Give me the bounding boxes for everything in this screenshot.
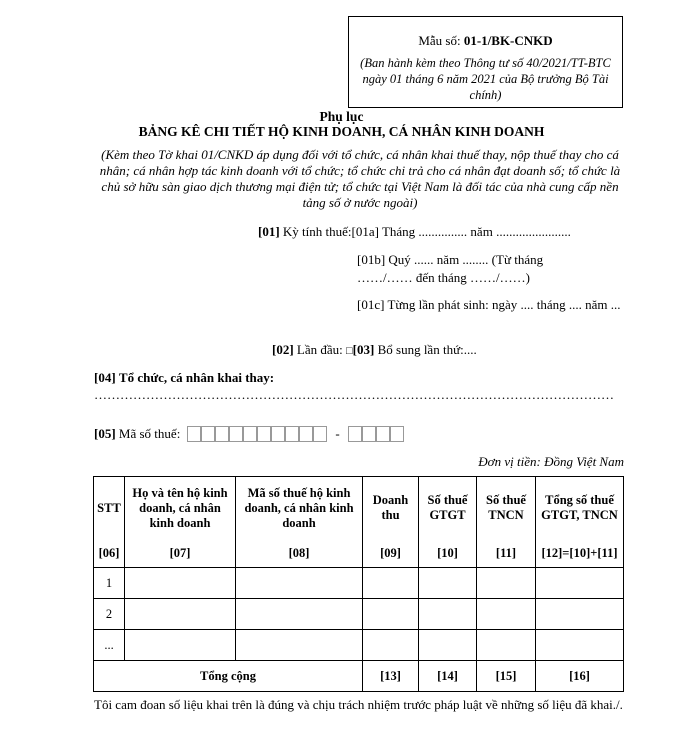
row-number: 2 [94,599,125,630]
header-code: [06] [98,546,120,560]
col-vat [419,477,477,568]
header-code: [11] [495,546,517,560]
supplement-label: Bổ sung lần thứ:.... [377,342,477,357]
table-row [94,568,624,599]
col-name [125,477,236,568]
table-cell[interactable] [536,630,624,661]
tax-code-digit-box[interactable] [299,426,313,442]
table-row [94,630,624,661]
declaration-text: Tôi cam đoan số liệu khai trên là đúng và chịu trách nhiệm trước pháp luật về những số liệu đã khai./. [94,697,623,712]
tax-code-digit-box[interactable] [201,426,215,442]
table-cell[interactable] [363,599,419,630]
table-cell[interactable] [477,599,536,630]
table-cell[interactable] [125,599,236,630]
tax-code-code: [05] [94,426,116,441]
total-code: [15] [477,661,536,692]
appendix-label: Phụ lục [319,109,364,124]
issued-by-note: (Ban hành kèm theo Thông tư số 40/2021/TT-BTC ngày 01 tháng 6 năm 2021 của Bộ trưởng Bộ Tài chính) [360,56,611,102]
total-code: [13] [363,661,419,692]
filing-type [272,342,477,358]
total-code: [14] [419,661,477,692]
col-total-tax [536,477,624,568]
form-number [349,33,622,49]
col-pit [477,477,536,568]
table-cell[interactable] [236,568,363,599]
header-code: [08] [288,546,310,560]
page-subtitle: (Kèm theo Tờ khai 01/CNKD áp dụng đối với tổ chức, cá nhân khai thuế thay, nộp thuế thay cho cá nhân; cá nhân hợp tác kinh doanh với tổ chức; tổ chức chi trả cho cá nhân đạt doanh số; tổ chức là chủ sở hữu sàn giao dịch thương mại điện tử; tổ chức tại Việt Nam là đối tác của nhà cung cấp nền tảng số ở nước ngoài) [99,147,621,210]
org-label: Tổ chức, cá nhân khai thay: [118,370,275,385]
tax-code-branch-box[interactable] [376,426,390,442]
tax-code-boxes-branch[interactable] [348,426,404,442]
first-filing-label: Lần đầu: [296,342,343,357]
first-filing-code: [02] [272,342,294,357]
tax-period [258,224,571,240]
tax-period-each-time: [01c] Từng lần phát sinh: ngày .... tháng .... năm ... [357,297,621,312]
currency-unit: Đơn vị tiền: Đồng Việt Nam [478,454,624,469]
tax-code-digit-box[interactable] [229,426,243,442]
tax-code-branch-box[interactable] [348,426,362,442]
table-cell[interactable] [536,599,624,630]
table-cell[interactable] [419,599,477,630]
table-cell[interactable] [477,568,536,599]
header-code: [09] [380,546,401,560]
total-label: Tổng cộng [94,661,363,692]
col-revenue [363,477,419,568]
tax-period-month: [01a] Tháng ............... năm ....................... [351,224,571,239]
table-row [94,599,624,630]
form-number-label: Mẫu số: [418,33,461,48]
row-number: ... [94,630,125,661]
form-number-box [348,16,623,108]
first-filing-checkbox[interactable]: □ [346,345,353,357]
header-title: Mã số thuế hộ kinh doanh, cá nhân kinh doanh [244,485,354,530]
org-dots[interactable]: ………………………………………………………………………………………………………… [94,387,614,402]
header-title: Số thuế GTGT [427,493,468,522]
header-title: Tổng số thuế GTGT, TNCN [541,493,618,522]
tax-code-digit-box[interactable] [271,426,285,442]
tax-code-digit-box[interactable] [285,426,299,442]
header-code: [12]=[10]+[11] [541,546,618,560]
tax-code-digit-box[interactable] [243,426,257,442]
table-header-row [94,477,624,568]
tax-code-digit-box[interactable] [187,426,201,442]
tax-code-digit-box[interactable] [313,426,327,442]
table-cell[interactable] [236,630,363,661]
col-stt [94,477,125,568]
tax-code-digit-box[interactable] [257,426,271,442]
tax-code-label: Mã số thuế: [118,426,181,441]
header-title: Họ và tên hộ kinh doanh, cá nhân kinh doanh [132,485,228,530]
header-title: Doanh thu [372,493,409,522]
tax-period-code: [01] [258,224,280,239]
table-cell[interactable] [477,630,536,661]
form-number-value: 01-1/BK-CNKD [463,33,553,48]
table-cell[interactable] [125,630,236,661]
table-cell[interactable] [419,568,477,599]
org-code: [04] [94,370,116,385]
tax-code-boxes-main[interactable] [187,426,327,442]
header-title: Số thuế TNCN [486,493,526,522]
tax-code-branch-box[interactable] [390,426,404,442]
table-cell[interactable] [363,568,419,599]
tax-period-label: Kỳ tính thuế: [282,224,352,239]
table-cell[interactable] [536,568,624,599]
tax-code-separator: - [335,426,340,441]
page-title: BẢNG KÊ CHI TIẾT HỘ KINH DOANH, CÁ NHÂN KINH DOANH [138,124,545,139]
total-code: [16] [536,661,624,692]
supplement-code: [03] [352,342,375,357]
table-cell[interactable] [419,630,477,661]
row-number: 1 [94,568,125,599]
tax-code-line [94,426,404,442]
header-title: STT [97,500,121,515]
tax-period-quarter: [01b] Quý ...... năm ........ (Từ tháng ……/…… đến tháng ……/……) [357,252,544,285]
detail-table [93,476,624,692]
tax-code-digit-box[interactable] [215,426,229,442]
table-cell[interactable] [236,599,363,630]
tax-code-branch-box[interactable] [362,426,376,442]
table-total-row [94,661,624,692]
header-code: [07] [169,546,191,560]
header-code: [10] [437,546,458,560]
org-line [94,369,624,403]
col-tax-id [236,477,363,568]
table-cell[interactable] [363,630,419,661]
table-cell[interactable] [125,568,236,599]
